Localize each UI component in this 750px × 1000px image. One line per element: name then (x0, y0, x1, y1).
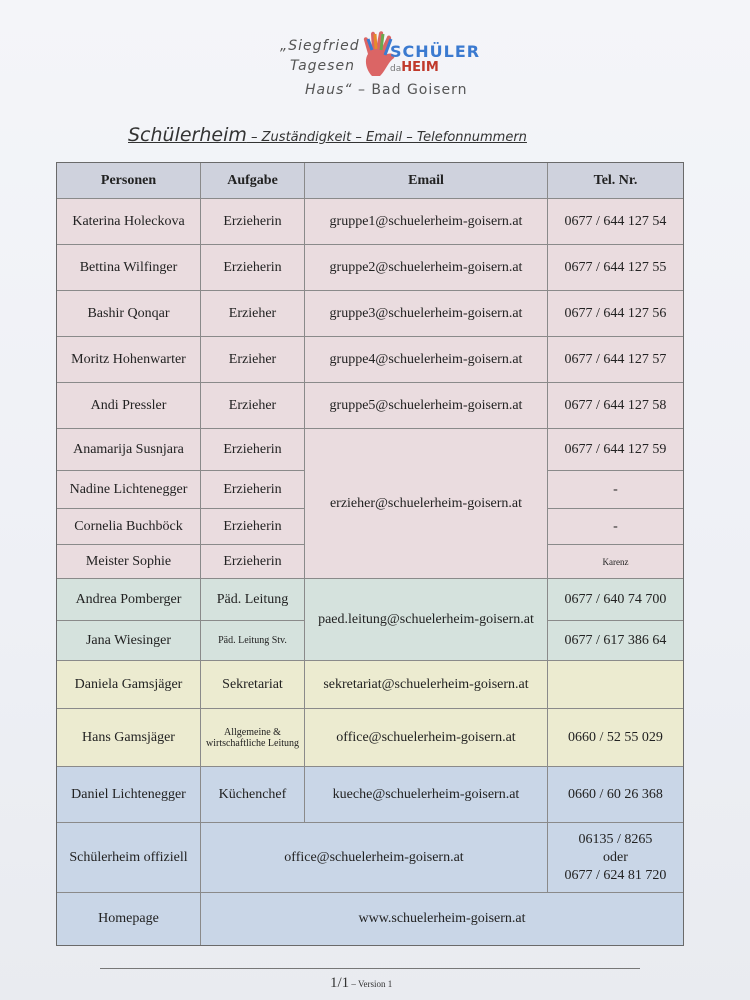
person-email[interactable]: gruppe3@schuelerheim-goisern.at (305, 291, 548, 337)
person-email[interactable]: kueche@schuelerheim-goisern.at (305, 767, 548, 823)
official-tel-1: 06135 / 8265 (578, 831, 653, 847)
footer-divider (100, 968, 640, 969)
logo-line-3b: – Bad Goisern (352, 82, 468, 98)
person-task: Erzieherin (201, 429, 305, 471)
person-name: Moritz Hohenwarter (57, 337, 201, 383)
homepage-row (57, 893, 683, 945)
logo (278, 30, 481, 100)
version-label: – Version 1 (349, 979, 393, 989)
logo-line-3 (305, 82, 468, 98)
person-task: Erzieherin (201, 199, 305, 245)
person-name: Katerina Holeckova (57, 199, 201, 245)
header-personen: Personen (57, 163, 201, 199)
footer (330, 975, 392, 992)
table-row (57, 337, 683, 383)
person-tel[interactable]: 0677 / 644 127 57 (548, 337, 683, 383)
erzieher-group (57, 429, 683, 579)
person-name: Daniela Gamsjäger (57, 661, 201, 709)
table-row (57, 245, 683, 291)
person-tel[interactable]: 0677 / 644 127 56 (548, 291, 683, 337)
person-tel: - (548, 471, 683, 509)
title-sub: – Zuständigkeit – Email – Telefonnummern (246, 130, 527, 145)
person-email[interactable]: gruppe1@schuelerheim-goisern.at (305, 199, 548, 245)
table-row (57, 383, 683, 429)
official-email[interactable]: office@schuelerheim-goisern.at (201, 823, 548, 893)
person-task: Erzieherin (201, 245, 305, 291)
table-row (57, 661, 683, 709)
person-name: Bettina Wilfinger (57, 245, 201, 291)
person-tel: - (548, 509, 683, 545)
official-row (57, 823, 683, 893)
page-number: 1/1 (330, 975, 350, 991)
person-tel (548, 661, 683, 709)
person-tel[interactable]: 0677 / 617 386 64 (548, 621, 683, 661)
official-label: Schülerheim offiziell (57, 823, 201, 893)
homepage-link[interactable]: www.schuelerheim-goisern.at (201, 893, 683, 945)
erzieher-email[interactable]: erzieher@schuelerheim-goisern.at (305, 429, 548, 579)
logo-line-1: „Siegfried (280, 38, 360, 54)
person-tel[interactable]: 0660 / 60 26 368 (548, 767, 683, 823)
person-name: Cornelia Buchböck (57, 509, 201, 545)
person-email[interactable]: gruppe4@schuelerheim-goisern.at (305, 337, 548, 383)
person-name: Daniel Lichtenegger (57, 767, 201, 823)
table-row (57, 767, 683, 823)
table-header-row (57, 163, 683, 199)
official-tel[interactable] (548, 823, 683, 893)
person-task: Sekretariat (201, 661, 305, 709)
logo-line-2: Tagesen (290, 58, 355, 74)
paed-email[interactable]: paed.leitung@schuelerheim-goisern.at (305, 579, 548, 661)
person-tel[interactable]: 0677 / 640 74 700 (548, 579, 683, 621)
person-task: Allgemeine & wirtschaftliche Leitung (201, 709, 305, 767)
person-task: Erzieherin (201, 545, 305, 579)
person-email[interactable]: gruppe5@schuelerheim-goisern.at (305, 383, 548, 429)
person-email[interactable]: gruppe2@schuelerheim-goisern.at (305, 245, 548, 291)
person-task: Erzieher (201, 291, 305, 337)
homepage-label: Homepage (57, 893, 201, 945)
contact-table (56, 162, 684, 946)
person-name: Meister Sophie (57, 545, 201, 579)
header-telnr: Tel. Nr. (548, 163, 683, 199)
person-name: Anamarija Susnjara (57, 429, 201, 471)
person-task: Küchenchef (201, 767, 305, 823)
logo-brand-top: SCHÜLER (390, 42, 481, 61)
header-email: Email (305, 163, 548, 199)
logo-brand-bottom: daHEIM (390, 60, 439, 75)
person-name: Bashir Qonqar (57, 291, 201, 337)
person-tel[interactable]: 0677 / 644 127 58 (548, 383, 683, 429)
paed-group (57, 579, 683, 661)
header-aufgabe: Aufgabe (201, 163, 305, 199)
person-name: Nadine Lichtenegger (57, 471, 201, 509)
person-tel[interactable]: 0677 / 644 127 54 (548, 199, 683, 245)
person-email[interactable]: office@schuelerheim-goisern.at (305, 709, 548, 767)
person-task: Erzieher (201, 383, 305, 429)
person-tel: Karenz (548, 545, 683, 579)
person-email[interactable]: sekretariat@schuelerheim-goisern.at (305, 661, 548, 709)
logo-line-3a: Haus“ (305, 82, 353, 98)
person-task: Erzieher (201, 337, 305, 383)
official-tel-2: oder (603, 849, 628, 865)
table-row (57, 199, 683, 245)
person-task: Erzieherin (201, 509, 305, 545)
title-main: Schülerheim (128, 124, 247, 146)
person-task: Päd. Leitung Stv. (201, 621, 305, 661)
person-tel[interactable]: 0677 / 644 127 55 (548, 245, 683, 291)
person-name: Andrea Pomberger (57, 579, 201, 621)
person-tel[interactable]: 0677 / 644 127 59 (548, 429, 683, 471)
official-tel-3: 0677 / 624 81 720 (564, 867, 667, 883)
person-name: Jana Wiesinger (57, 621, 201, 661)
person-task: Päd. Leitung (201, 579, 305, 621)
person-name: Andi Pressler (57, 383, 201, 429)
table-row (57, 291, 683, 337)
document-title (128, 124, 628, 146)
person-tel[interactable]: 0660 / 52 55 029 (548, 709, 683, 767)
person-task: Erzieherin (201, 471, 305, 509)
person-name: Hans Gamsjäger (57, 709, 201, 767)
table-row (57, 709, 683, 767)
